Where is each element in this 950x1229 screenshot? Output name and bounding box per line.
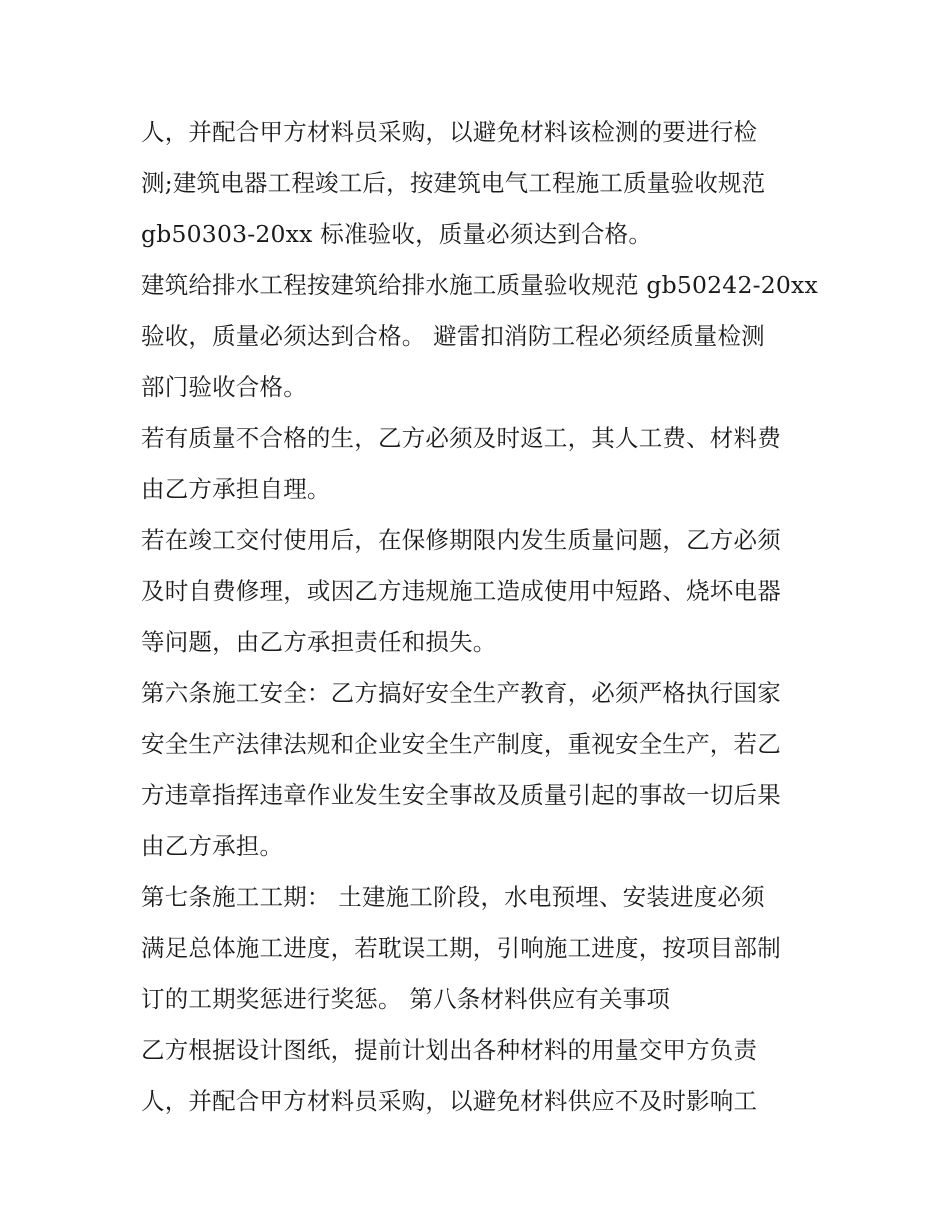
text-line: 若在竣工交付使用后，在保修期限内发生质量问题，乙方必须 [141, 526, 781, 554]
text-line: 及时自费修理，或因乙方违规施工造成使用中短路、烧坏电器 [141, 577, 781, 605]
text-line: 方违章指挥违章作业发生安全事故及质量引起的事故一切后果 [141, 781, 781, 809]
text-line: 等问题，由乙方承担责任和损失。 [141, 628, 497, 656]
text-line: gb50303-20xx 标准验收，质量必须达到合格。 [141, 220, 653, 248]
text-line: 部门验收合格。 [141, 373, 307, 401]
text-line: 若有质量不合格的生，乙方必须及时返工，其人工费、材料费 [141, 424, 781, 452]
text-line: 测;建筑电器工程竣工后，按建筑电气工程施工质量验收规范 [141, 169, 766, 197]
text-line: 满足总体施工进度，若耽误工期，引响施工进度，按项目部制 [141, 934, 781, 962]
text-line: 建筑给排水工程按建筑给排水施工质量验收规范 gb50242-20xx [141, 271, 818, 299]
text-line: 第七条施工工期： 土建施工阶段，水电预埋、安装进度必须 [141, 883, 765, 911]
text-line: 人，并配合甲方材料员采购，以避免材料供应不及时影响工 [141, 1087, 758, 1115]
text-line: 第六条施工安全：乙方搞好安全生产教育，必须严格执行国家 [141, 679, 781, 707]
document-body [141, 107, 821, 1127]
text-line: 验收，质量必须达到合格。 避雷扣消防工程必须经质量检测 [141, 322, 765, 350]
text-line: 安全生产法律法规和企业安全生产制度，重视安全生产，若乙 [141, 730, 781, 758]
text-line: 由乙方承担。 [141, 832, 284, 860]
text-line: 乙方根据设计图纸，提前计划出各种材料的用量交甲方负责 [141, 1036, 758, 1064]
text-line: 订的工期奖惩进行奖惩。 第八条材料供应有关事项 [141, 985, 671, 1013]
text-line: 人，并配合甲方材料员采购，以避免材料该检测的要进行检 [141, 118, 758, 146]
text-line: 由乙方承担自理。 [141, 475, 331, 503]
